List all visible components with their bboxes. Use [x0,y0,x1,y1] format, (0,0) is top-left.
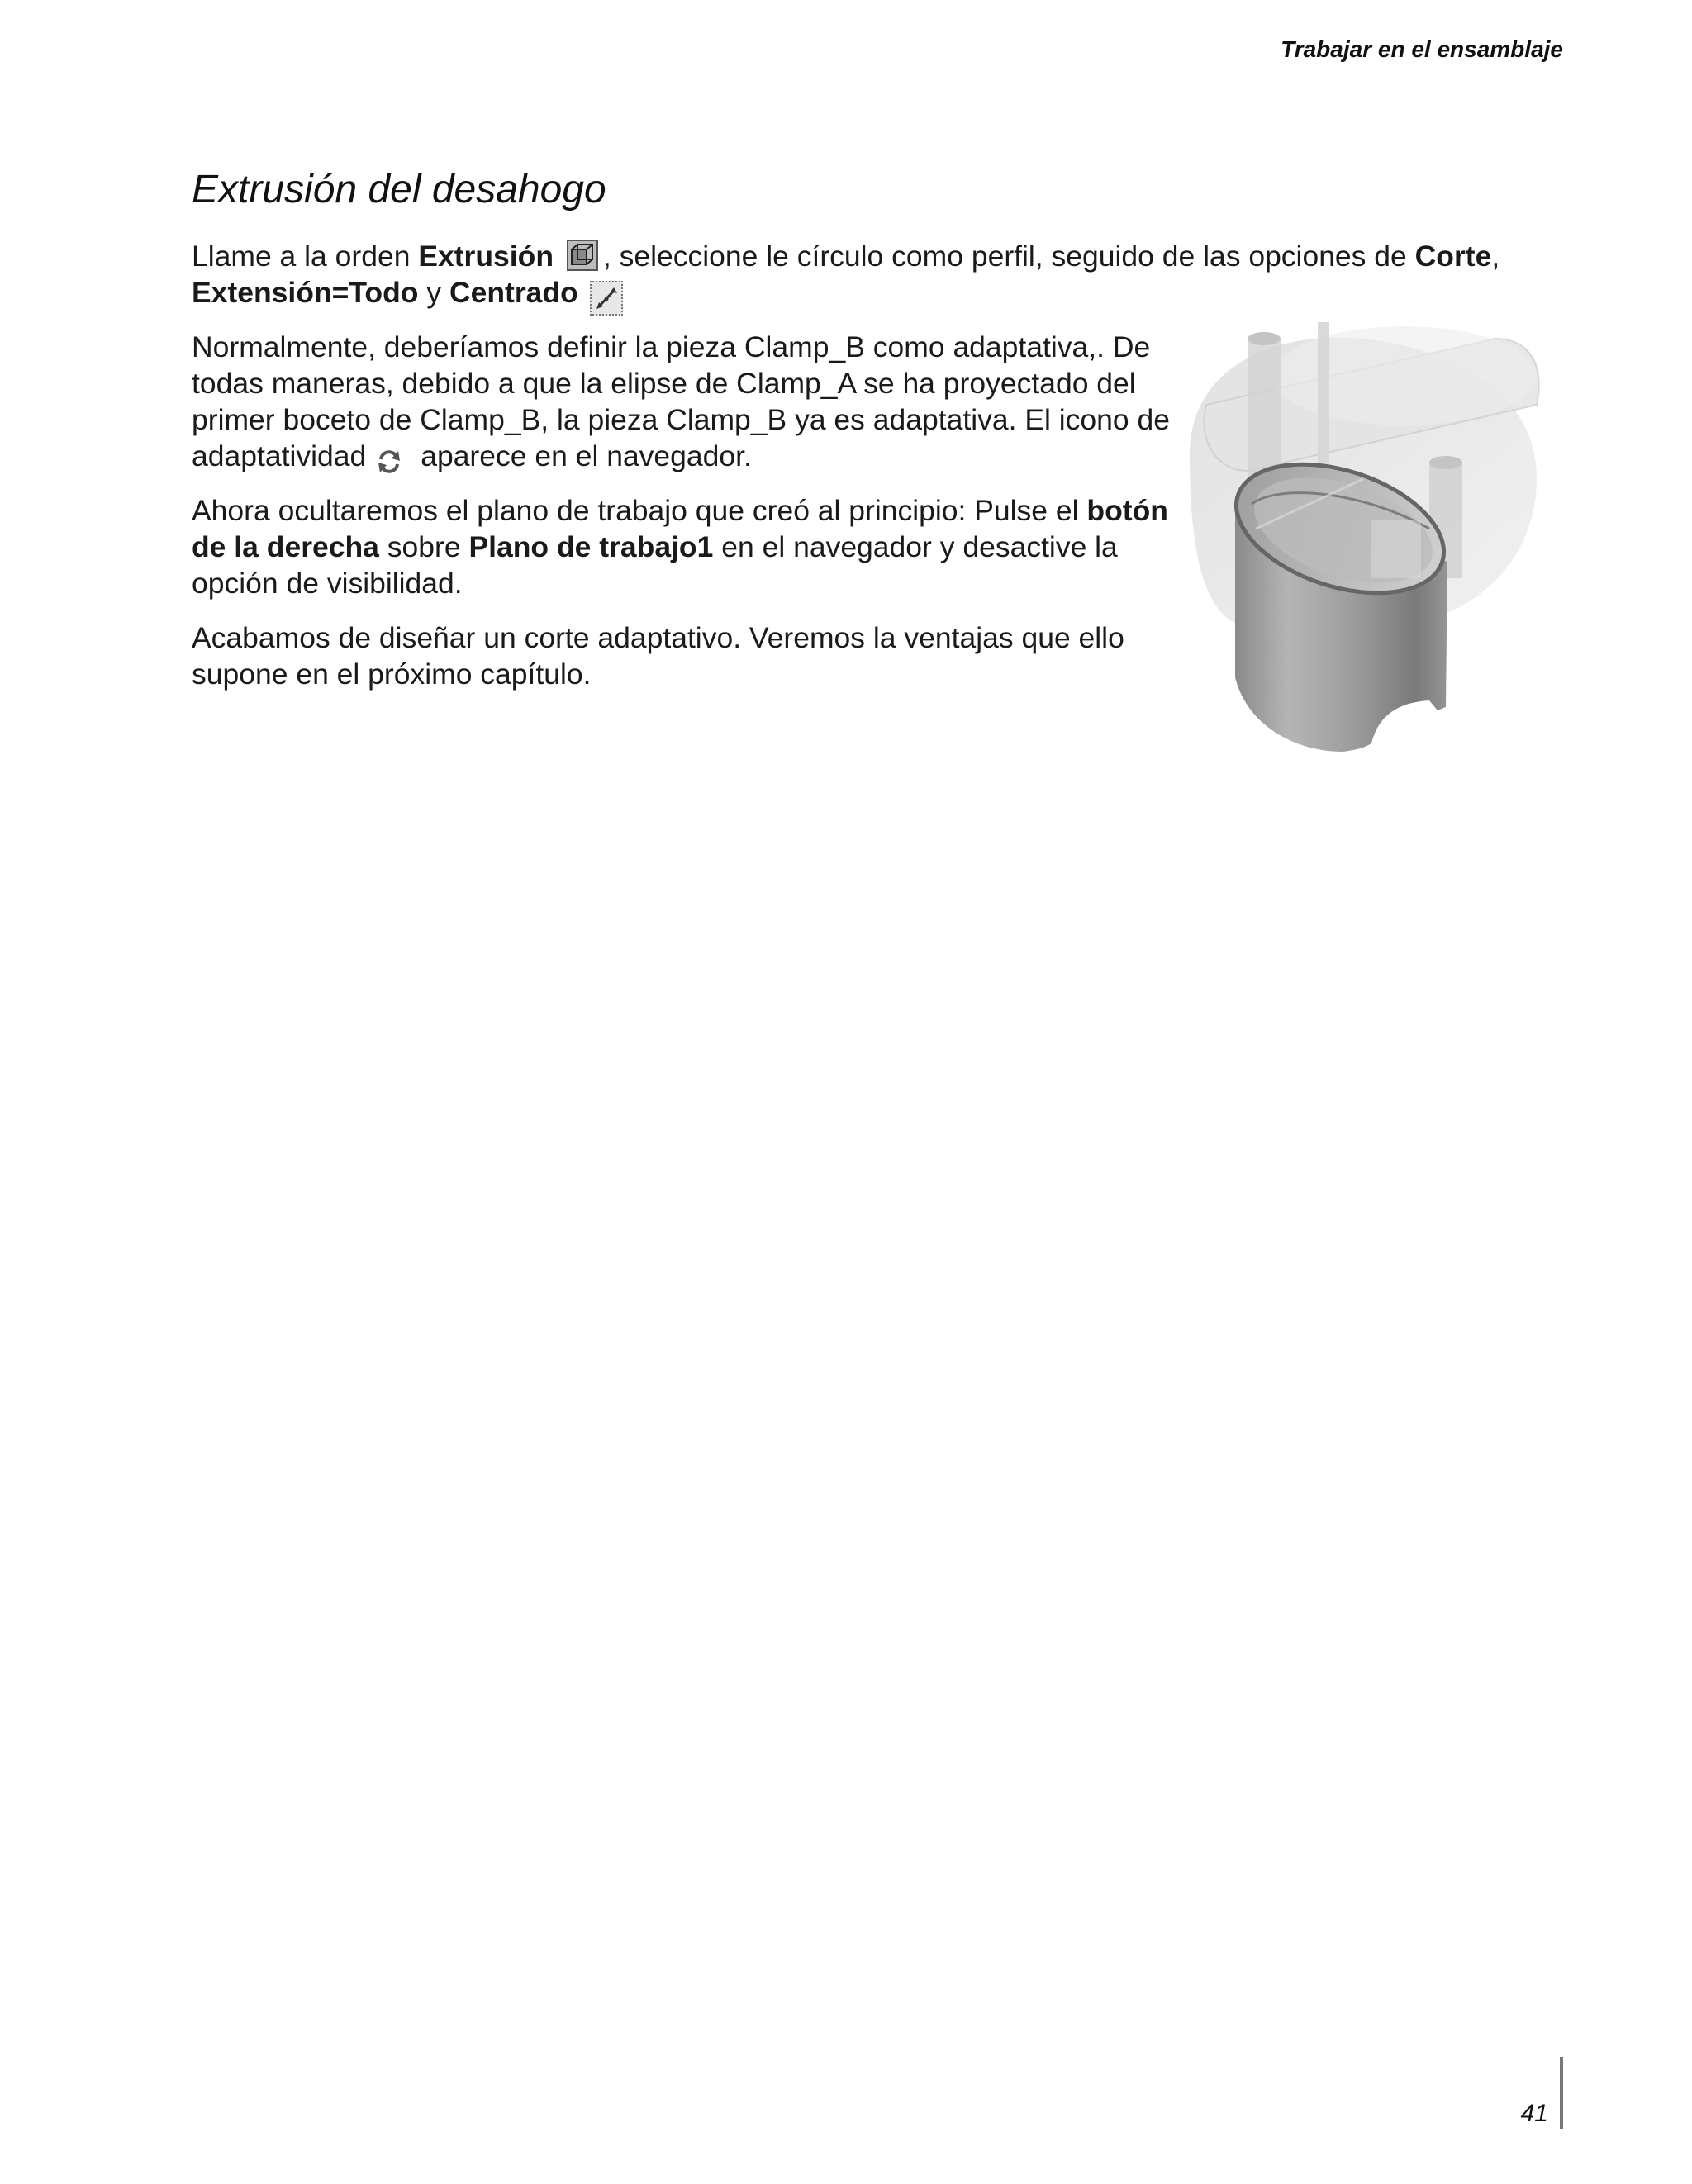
command-name-extrusion: Extrusión [418,240,554,273]
running-header: Trabajar en el ensamblaje [1281,36,1563,62]
center-extent-icon [590,281,623,316]
text-span: Llame a la orden [192,240,419,273]
adaptive-icon [373,448,406,476]
text-span: Acabamos de diseñar un corte adaptativo. Veremos la ventajas que ello supone en el próximo capítulo. [192,621,1124,691]
workplane-paragraph [192,492,1183,601]
section-title: Extrusión del desahogo [192,168,606,211]
text-span: Normalmente, deberíamos definir la pieza Clamp_B como adaptativa,. De todas maneras, debido a que la elipse de Clamp_A se ha proyectado del primer boceto de Clamp_B, la pieza Clamp_B ya es adaptativa. El icono de adaptatividad [192,330,1170,472]
text-span: aparece en el navegador. [421,439,752,472]
extrude-icon [567,240,598,271]
option-extension-todo: Extensión=Todo [192,276,419,309]
option-centrado: Centrado [449,276,578,309]
page-number: 41 [1520,2100,1548,2127]
right-button-label: botón de la derecha [192,494,1168,563]
instruction-paragraph [192,238,1563,312]
text-span: , [1491,240,1500,273]
text-span: sobre [378,530,469,563]
closing-paragraph [192,620,1183,692]
text-span: Ahora ocultaremos el plano de trabajo que creó al principio: Pulse el [192,494,1087,527]
adaptive-paragraph [192,329,1183,474]
option-corte: Corte [1414,240,1492,273]
clamp-assembly-figure [1157,314,1553,760]
page-number-rule [1560,2057,1563,2129]
text-span: en el navegador y desactive la opción de visibilidad. [192,530,1118,600]
text-span: y [418,276,449,309]
text-span: , seleccione le círculo como perfil, seguido de las opciones de [602,240,1415,273]
workplane-name: Plano de trabajo1 [468,530,714,563]
